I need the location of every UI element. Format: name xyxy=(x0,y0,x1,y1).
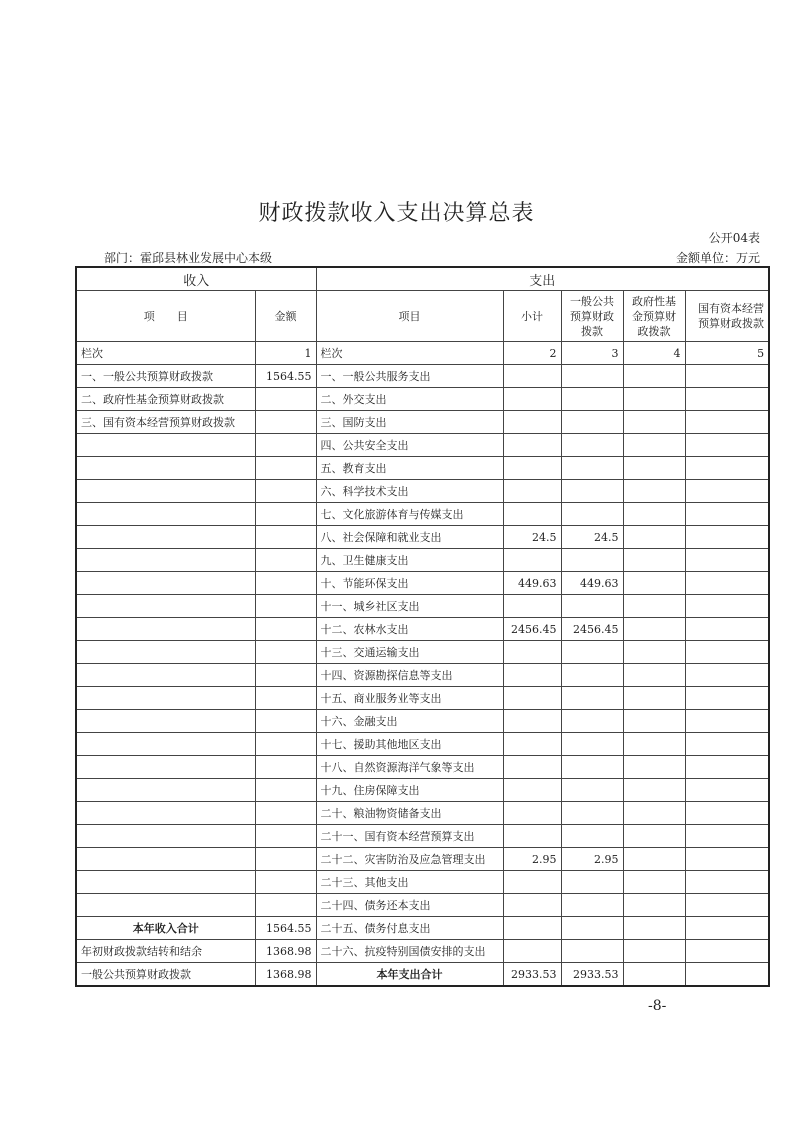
cell-k xyxy=(685,825,769,848)
cell-la xyxy=(255,733,316,756)
table-row xyxy=(76,756,769,779)
column-number: 4 xyxy=(623,342,685,365)
cell-li xyxy=(76,503,255,526)
cell-f xyxy=(623,549,685,572)
table-row xyxy=(76,526,769,549)
table-row xyxy=(76,733,769,756)
cell-la xyxy=(255,779,316,802)
cell-ri: 本年支出合计 xyxy=(316,963,503,987)
cell-k xyxy=(685,687,769,710)
cell-s: 449.63 xyxy=(503,572,561,595)
cell-la xyxy=(255,572,316,595)
cell-ri: 二十二、灾害防治及应急管理支出 xyxy=(316,848,503,871)
table-row xyxy=(76,503,769,526)
cell-li xyxy=(76,687,255,710)
column-number: 1 xyxy=(255,342,316,365)
cell-s xyxy=(503,388,561,411)
cell-li: 一、一般公共预算财政拨款 xyxy=(76,365,255,388)
cell-la xyxy=(255,687,316,710)
cell-ri: 八、社会保障和就业支出 xyxy=(316,526,503,549)
table-row xyxy=(76,917,769,940)
cell-s: 2456.45 xyxy=(503,618,561,641)
table-row xyxy=(76,848,769,871)
cell-k xyxy=(685,779,769,802)
table-row xyxy=(76,365,769,388)
cell-li xyxy=(76,664,255,687)
table-row xyxy=(76,963,769,987)
cell-f xyxy=(623,641,685,664)
cell-g xyxy=(561,365,623,388)
cell-s xyxy=(503,365,561,388)
cell-g xyxy=(561,549,623,572)
cell-li: 一般公共预算财政拨款 xyxy=(76,963,255,987)
cell-la xyxy=(255,756,316,779)
cell-li xyxy=(76,779,255,802)
cell-s xyxy=(503,641,561,664)
cell-s xyxy=(503,825,561,848)
cell-f xyxy=(623,733,685,756)
cell-f xyxy=(623,848,685,871)
general-budget-header: 一般公共预算财政拨款 xyxy=(561,291,623,342)
amount-unit: 金额单位：万元 xyxy=(675,251,760,265)
cell-k xyxy=(685,365,769,388)
cell-ri: 十四、资源勘探信息等支出 xyxy=(316,664,503,687)
cell-la: 1564.55 xyxy=(255,365,316,388)
cell-li: 三、国有资本经营预算财政拨款 xyxy=(76,411,255,434)
cell-s xyxy=(503,894,561,917)
cell-f xyxy=(623,365,685,388)
cell-k xyxy=(685,434,769,457)
cell-s xyxy=(503,756,561,779)
cell-la xyxy=(255,710,316,733)
cell-k xyxy=(685,664,769,687)
cell-f xyxy=(623,963,685,987)
cell-s xyxy=(503,664,561,687)
cell-la xyxy=(255,549,316,572)
cell-li xyxy=(76,894,255,917)
cell-g xyxy=(561,871,623,894)
cell-g xyxy=(561,595,623,618)
expense-item-header: 项目 xyxy=(316,291,503,342)
cell-s: 24.5 xyxy=(503,526,561,549)
cell-k xyxy=(685,963,769,987)
cell-g: 2.95 xyxy=(561,848,623,871)
cell-la: 1368.98 xyxy=(255,963,316,987)
cell-g xyxy=(561,480,623,503)
cell-s xyxy=(503,917,561,940)
cell-la xyxy=(255,526,316,549)
cell-s xyxy=(503,733,561,756)
table-row xyxy=(76,595,769,618)
cell-s xyxy=(503,411,561,434)
cell-k xyxy=(685,641,769,664)
cell-ri: 五、教育支出 xyxy=(316,457,503,480)
cell-f xyxy=(623,940,685,963)
cell-ri: 二十五、债务付息支出 xyxy=(316,917,503,940)
cell-la xyxy=(255,848,316,871)
page-title: 财政拨款收入支出决算总表 xyxy=(258,201,535,226)
cell-li xyxy=(76,457,255,480)
cell-ri: 二十、粮油物资储备支出 xyxy=(316,802,503,825)
table-row xyxy=(76,457,769,480)
cell-li xyxy=(76,526,255,549)
cell-g xyxy=(561,756,623,779)
cell-la xyxy=(255,802,316,825)
cell-s xyxy=(503,687,561,710)
cell-k xyxy=(685,848,769,871)
cell-li xyxy=(76,848,255,871)
cell-li xyxy=(76,549,255,572)
cell-s xyxy=(503,549,561,572)
cell-ri: 三、国防支出 xyxy=(316,411,503,434)
cell-la xyxy=(255,894,316,917)
cell-s xyxy=(503,480,561,503)
cell-f xyxy=(623,388,685,411)
cell-li xyxy=(76,871,255,894)
column-label-right: 栏次 xyxy=(316,342,503,365)
cell-g xyxy=(561,687,623,710)
cell-f xyxy=(623,871,685,894)
cell-g xyxy=(561,917,623,940)
cell-k xyxy=(685,940,769,963)
cell-ri: 十六、金融支出 xyxy=(316,710,503,733)
table-row xyxy=(76,411,769,434)
cell-li: 年初财政拨款结转和结余 xyxy=(76,940,255,963)
cell-g xyxy=(561,457,623,480)
cell-la xyxy=(255,595,316,618)
cell-k xyxy=(685,388,769,411)
cell-g xyxy=(561,503,623,526)
cell-g: 2933.53 xyxy=(561,963,623,987)
table-row xyxy=(76,434,769,457)
cell-ri: 二十六、抗疫特别国债安排的支出 xyxy=(316,940,503,963)
cell-g xyxy=(561,388,623,411)
cell-k xyxy=(685,733,769,756)
cell-f xyxy=(623,825,685,848)
cell-ri: 十九、住房保障支出 xyxy=(316,779,503,802)
cell-k xyxy=(685,595,769,618)
cell-li: 二、政府性基金预算财政拨款 xyxy=(76,388,255,411)
cell-g xyxy=(561,733,623,756)
cell-la xyxy=(255,641,316,664)
cell-s xyxy=(503,940,561,963)
cell-li xyxy=(76,480,255,503)
cell-k xyxy=(685,503,769,526)
table-row xyxy=(76,388,769,411)
cell-f xyxy=(623,917,685,940)
cell-g xyxy=(561,710,623,733)
cell-f xyxy=(623,618,685,641)
cell-k xyxy=(685,549,769,572)
cell-f xyxy=(623,572,685,595)
cell-g xyxy=(561,894,623,917)
cell-li xyxy=(76,641,255,664)
column-number: 5 xyxy=(685,342,769,365)
gov-fund-header: 政府性基金预算财政拨款 xyxy=(623,291,685,342)
cell-la xyxy=(255,434,316,457)
cell-k xyxy=(685,457,769,480)
cell-k xyxy=(685,894,769,917)
cell-s xyxy=(503,802,561,825)
cell-g xyxy=(561,434,623,457)
cell-g xyxy=(561,825,623,848)
cell-li xyxy=(76,595,255,618)
cell-f xyxy=(623,457,685,480)
table-row xyxy=(76,572,769,595)
cell-ri: 十、节能环保支出 xyxy=(316,572,503,595)
cell-f xyxy=(623,687,685,710)
cell-k xyxy=(685,572,769,595)
cell-g xyxy=(561,411,623,434)
department: 部门：霍邱县林业发展中心本级 xyxy=(104,251,273,265)
cell-ri: 二十三、其他支出 xyxy=(316,871,503,894)
income-item-header: 项 目 xyxy=(76,291,255,342)
cell-li xyxy=(76,733,255,756)
cell-ri: 四、公共安全支出 xyxy=(316,434,503,457)
cell-ri: 六、科学技术支出 xyxy=(316,480,503,503)
cell-ri: 二十一、国有资本经营预算支出 xyxy=(316,825,503,848)
cell-ri: 十五、商业服务业等支出 xyxy=(316,687,503,710)
cell-la xyxy=(255,871,316,894)
cell-g: 2456.45 xyxy=(561,618,623,641)
cell-la xyxy=(255,411,316,434)
cell-k xyxy=(685,802,769,825)
cell-ri: 九、卫生健康支出 xyxy=(316,549,503,572)
column-number: 2 xyxy=(503,342,561,365)
cell-f xyxy=(623,526,685,549)
cell-k xyxy=(685,480,769,503)
cell-li: 本年收入合计 xyxy=(76,917,255,940)
cell-li xyxy=(76,710,255,733)
cell-g xyxy=(561,802,623,825)
cell-la: 1368.98 xyxy=(255,940,316,963)
cell-f xyxy=(623,480,685,503)
amount-header: 金额 xyxy=(255,291,316,342)
cell-s xyxy=(503,871,561,894)
table-row xyxy=(76,480,769,503)
cell-s xyxy=(503,779,561,802)
table-row xyxy=(76,779,769,802)
cell-k xyxy=(685,411,769,434)
cell-s xyxy=(503,710,561,733)
cell-g xyxy=(561,664,623,687)
cell-f xyxy=(623,503,685,526)
cell-f xyxy=(623,595,685,618)
expense-header: 支出 xyxy=(316,267,769,291)
cell-s: 2.95 xyxy=(503,848,561,871)
cell-la: 1564.55 xyxy=(255,917,316,940)
table-row xyxy=(76,825,769,848)
cell-la xyxy=(255,503,316,526)
cell-la xyxy=(255,825,316,848)
cell-s xyxy=(503,503,561,526)
cell-li xyxy=(76,618,255,641)
cell-f xyxy=(623,710,685,733)
subtotal-header: 小计 xyxy=(503,291,561,342)
cell-f xyxy=(623,664,685,687)
cell-s xyxy=(503,457,561,480)
cell-g: 24.5 xyxy=(561,526,623,549)
table-row xyxy=(76,664,769,687)
cell-f xyxy=(623,756,685,779)
cell-ri: 一、一般公共服务支出 xyxy=(316,365,503,388)
cell-k xyxy=(685,618,769,641)
cell-f xyxy=(623,894,685,917)
cell-ri: 十三、交通运输支出 xyxy=(316,641,503,664)
cell-f xyxy=(623,434,685,457)
cell-la xyxy=(255,480,316,503)
cell-li xyxy=(76,756,255,779)
cell-f xyxy=(623,411,685,434)
cell-k xyxy=(685,526,769,549)
cell-li xyxy=(76,572,255,595)
cell-g xyxy=(561,779,623,802)
cell-la xyxy=(255,664,316,687)
column-label-left: 栏次 xyxy=(76,342,255,365)
cell-ri: 十七、援助其他地区支出 xyxy=(316,733,503,756)
table-row xyxy=(76,940,769,963)
table-row xyxy=(76,618,769,641)
cell-k xyxy=(685,917,769,940)
cell-ri: 十二、农林水支出 xyxy=(316,618,503,641)
cell-g xyxy=(561,940,623,963)
cell-f xyxy=(623,802,685,825)
cell-la xyxy=(255,618,316,641)
cell-ri: 十一、城乡社区支出 xyxy=(316,595,503,618)
cell-la xyxy=(255,457,316,480)
state-capital-header: 国有资本经营预算财政拨款 xyxy=(685,291,769,342)
income-header: 收入 xyxy=(76,267,316,291)
cell-ri: 十八、自然资源海洋气象等支出 xyxy=(316,756,503,779)
budget-table xyxy=(75,266,770,987)
table-row xyxy=(76,641,769,664)
table-row xyxy=(76,687,769,710)
cell-la xyxy=(255,388,316,411)
table-row xyxy=(76,802,769,825)
table-row xyxy=(76,871,769,894)
cell-f xyxy=(623,779,685,802)
cell-ri: 七、文化旅游体育与传媒支出 xyxy=(316,503,503,526)
cell-li xyxy=(76,825,255,848)
table-row xyxy=(76,710,769,733)
cell-li xyxy=(76,434,255,457)
table-row xyxy=(76,894,769,917)
cell-g xyxy=(561,641,623,664)
column-number: 3 xyxy=(561,342,623,365)
cell-k xyxy=(685,756,769,779)
cell-k xyxy=(685,710,769,733)
cell-s xyxy=(503,595,561,618)
cell-ri: 二十四、债务还本支出 xyxy=(316,894,503,917)
cell-g: 449.63 xyxy=(561,572,623,595)
cell-s: 2933.53 xyxy=(503,963,561,987)
page-number: -8- xyxy=(648,998,667,1014)
form-number: 公开04表 xyxy=(708,231,760,245)
cell-li xyxy=(76,802,255,825)
cell-ri: 二、外交支出 xyxy=(316,388,503,411)
cell-k xyxy=(685,871,769,894)
cell-s xyxy=(503,434,561,457)
table-row xyxy=(76,549,769,572)
